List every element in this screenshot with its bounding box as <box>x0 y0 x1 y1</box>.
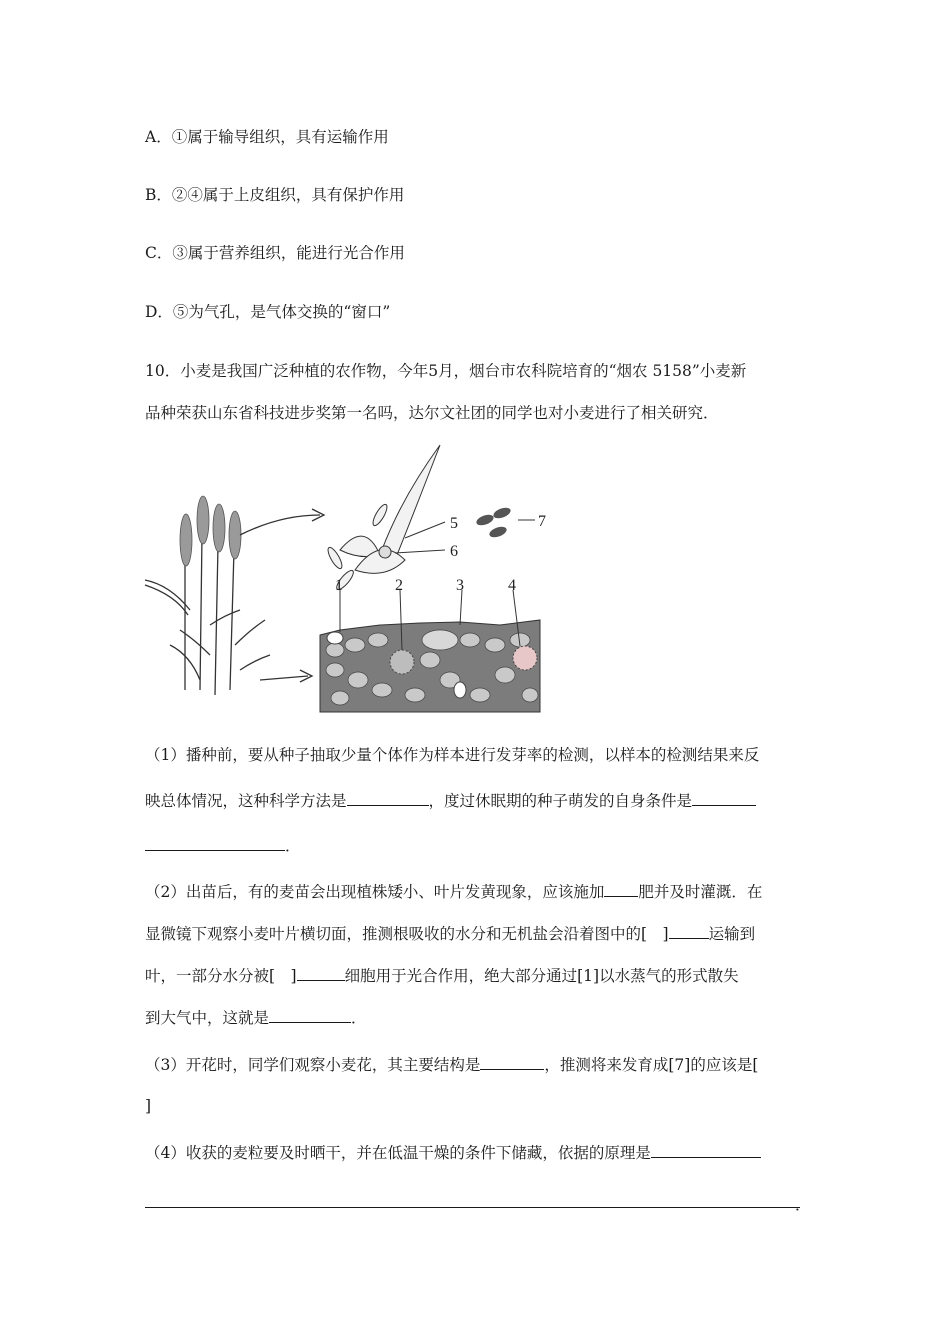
sub2-text: 运输到 <box>708 925 756 943</box>
sub4-line-1 <box>145 1143 761 1163</box>
answer-blank[interactable] <box>669 924 709 939</box>
question-10-line-2: 品种荣获山东省科技进步奖第一名吗，达尔文社团的同学也对小麦进行了相关研究． <box>145 404 719 422</box>
sub2-line-4 <box>145 1008 367 1028</box>
option-a: A．①属于输导组织，具有运输作用 <box>145 128 389 146</box>
sub4-text: （4）收获的麦粒要及时晒干，并在低温干燥的条件下储藏，依据的原理是 <box>145 1144 651 1162</box>
option-d: D．⑤为气孔，是气体交换的“窗口” <box>145 303 391 321</box>
answer-blank[interactable] <box>269 1008 351 1023</box>
answer-blank[interactable] <box>692 791 756 806</box>
sub2-text: ． <box>351 1009 367 1027</box>
sub2-text: 细胞用于光合作用，绝大部分通过[1]以水蒸气的形式散失 <box>344 967 739 985</box>
figure-label-7: 7 <box>538 513 546 530</box>
figure-label-1: 1 <box>335 577 343 594</box>
sub2-line-2 <box>145 924 755 944</box>
sub1-line-2 <box>145 791 756 811</box>
sub1-text-b: ，度过休眠期的种子萌发的自身条件是 <box>428 792 693 810</box>
answer-line[interactable] <box>145 1207 800 1208</box>
sub3-line-2: ] <box>145 1097 152 1115</box>
figure-label-6: 6 <box>450 543 458 560</box>
sub2-text: 叶，一部分水分被[ ] <box>145 967 297 985</box>
answer-blank[interactable] <box>651 1143 761 1158</box>
question-10-line-1: 10．小麦是我国广泛种植的农作物，今年5月，烟台市农科院培育的“烟农 5158”小麦新 <box>145 362 747 380</box>
answer-blank[interactable] <box>297 966 345 981</box>
option-b: B．②④属于上皮组织，具有保护作用 <box>145 186 405 204</box>
wheat-ears <box>180 496 241 566</box>
arrows <box>240 509 324 682</box>
figure-label-4: 4 <box>508 577 516 594</box>
figure-label-2: 2 <box>395 577 403 594</box>
sub3-text: （3）开花时，同学们观察小麦花，其主要结构是 <box>145 1056 481 1074</box>
answer-blank[interactable] <box>145 836 285 851</box>
sub2-line-3 <box>145 966 739 986</box>
sub3-text: ，推测将来发育成[7]的应该是[ <box>544 1056 759 1074</box>
sub1-end: ． <box>285 837 301 855</box>
answer-blank[interactable] <box>604 882 638 897</box>
sub2-text: （2）出苗后，有的麦苗会出现植株矮小、叶片发黄现象，应该施加 <box>145 883 605 901</box>
sub2-text: 到大气中，这就是 <box>145 1009 270 1027</box>
figure-label-3: 3 <box>456 577 464 594</box>
sub1-line-3 <box>145 836 301 856</box>
sub4-end: ． <box>795 1196 811 1214</box>
sub2-text: 肥并及时灌溉．在 <box>638 883 763 901</box>
leaf-cross-section <box>320 620 540 712</box>
wheat-plant-illustration <box>145 535 270 695</box>
answer-blank[interactable] <box>347 791 429 806</box>
wheat-figure <box>140 440 560 730</box>
sub3-line-1 <box>145 1055 758 1075</box>
wheat-seeds <box>475 506 512 540</box>
sub1-text-a: 映总体情况，这种科学方法是 <box>145 792 347 810</box>
sub2-line-1 <box>145 882 762 902</box>
sub2-text: 显微镜下观察小麦叶片横切面，推测根吸收的水分和无机盐会沿着图中的[ ] <box>145 925 669 943</box>
answer-blank[interactable] <box>480 1055 544 1070</box>
figure-label-5: 5 <box>450 515 458 532</box>
wheat-flower <box>326 445 440 592</box>
sub1-line-1: （1）播种前，要从种子抽取少量个体作为样本进行发芽率的检测，以样本的检测结果来反 <box>145 746 760 764</box>
option-c: C．③属于营养组织，能进行光合作用 <box>145 244 405 262</box>
